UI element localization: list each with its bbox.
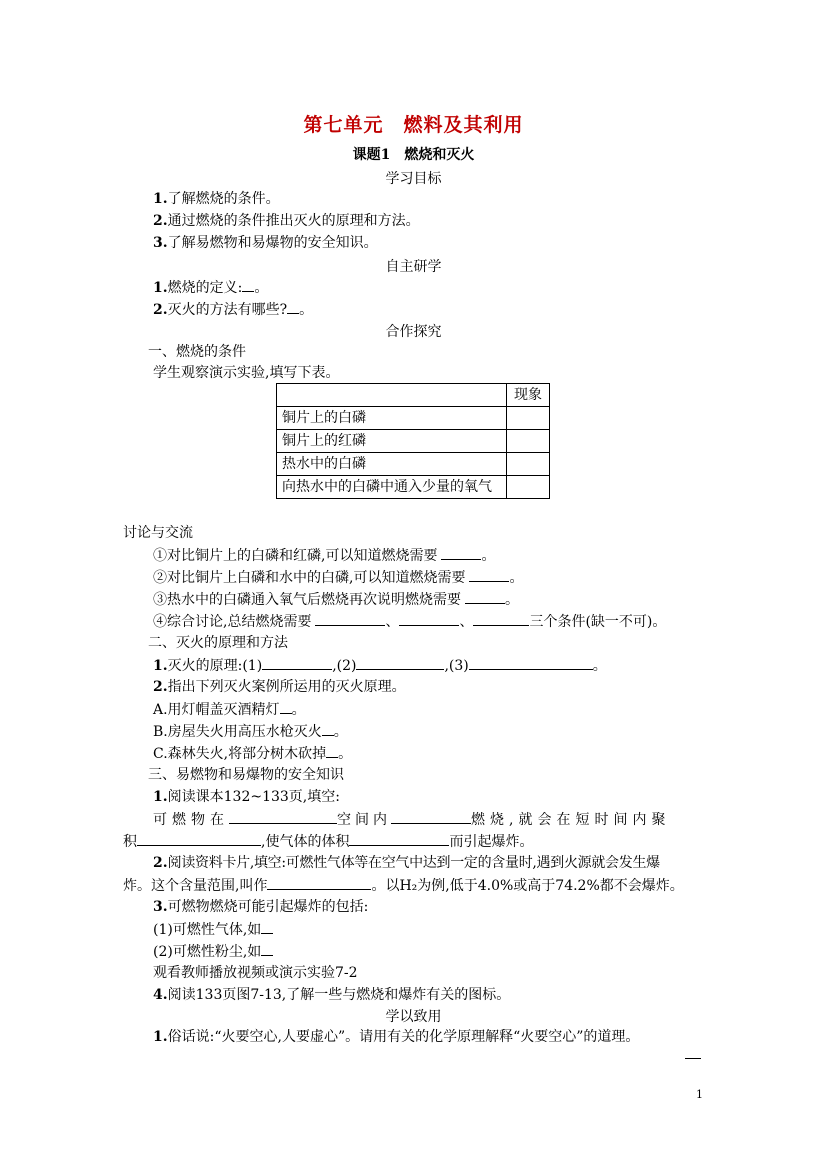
answer-blank[interactable] bbox=[262, 656, 332, 670]
observation-table bbox=[276, 383, 550, 499]
goal-item: 3.了解易燃物和易爆物的安全知识。 bbox=[153, 235, 378, 251]
part2-question: 2.指出下列灭火案例所运用的灭火原理。 bbox=[153, 679, 406, 695]
lesson-title: 课题1 燃烧和灭火 bbox=[352, 147, 475, 163]
case-item: A.用灯帽盖灭酒精灯 。 bbox=[153, 702, 306, 718]
part3-heading: 三、易燃物和易爆物的安全知识 bbox=[148, 767, 344, 783]
answer-blank[interactable] bbox=[322, 722, 334, 736]
table-row bbox=[277, 430, 550, 453]
explosive-item: (2)可燃性粉尘,如 bbox=[153, 942, 273, 961]
discussion-item: ②对比铜片上白磷和水中的白磷,可以知道燃烧需要 。 bbox=[153, 570, 524, 586]
answer-cell[interactable] bbox=[507, 453, 550, 476]
part3-question: 2.阅读资料卡片,填空:可燃性气体等在空气中达到一定的含量时,遇到火源就会发生爆 bbox=[153, 855, 660, 871]
answer-blank[interactable] bbox=[391, 810, 471, 824]
answer-line[interactable] bbox=[685, 1058, 701, 1059]
answer-blank[interactable] bbox=[469, 568, 509, 582]
table-row bbox=[277, 476, 550, 499]
discussion-heading: 讨论与交流 bbox=[123, 525, 193, 541]
section-goals-heading: 学习目标 bbox=[385, 171, 442, 187]
part1-intro: 学生观察演示实验,填写下表。 bbox=[153, 365, 340, 381]
answer-blank[interactable] bbox=[229, 810, 337, 824]
part2-heading: 二、灭火的原理和方法 bbox=[148, 635, 288, 651]
case-item: C.森林失火,将部分树木砍掉 。 bbox=[153, 746, 353, 762]
table-row bbox=[277, 384, 550, 407]
discussion-item: ④综合讨论,总结燃烧需要 、 、 三个条件(缺一不可)。 bbox=[153, 614, 667, 630]
part1-heading: 一、燃烧的条件 bbox=[148, 344, 246, 360]
discussion-item: ③热水中的白磷通入氧气后燃烧再次说明燃烧需要 。 bbox=[153, 592, 519, 608]
answer-blank[interactable] bbox=[473, 612, 529, 626]
part3-fill-line: 积 ,使气体的体积 而引起爆炸。 bbox=[123, 834, 534, 850]
goal-item: 1.了解燃烧的条件。 bbox=[153, 191, 280, 207]
table-cell: 铜片上的红磷 bbox=[277, 430, 507, 453]
section-explore-heading: 合作探究 bbox=[385, 324, 442, 340]
discussion-item: ①对比铜片上的白磷和红磷,可以知道燃烧需要 。 bbox=[153, 548, 496, 564]
table-header-phenomenon: 现象 bbox=[507, 384, 550, 407]
section-apply-heading: 学以致用 bbox=[385, 1009, 442, 1025]
answer-blank[interactable] bbox=[441, 546, 481, 560]
self-study-item: 2.灭火的方法有哪些? 。 bbox=[153, 302, 314, 318]
answer-blank[interactable] bbox=[242, 278, 254, 292]
answer-blank[interactable] bbox=[326, 744, 338, 758]
table-row bbox=[277, 453, 550, 476]
answer-blank[interactable] bbox=[399, 612, 459, 626]
case-item: B.房屋失火用高压水枪灭火 。 bbox=[153, 724, 348, 740]
video-note: 观看教师播放视频或演示实验7-2 bbox=[153, 965, 358, 981]
part3-question: 3.可燃物燃烧可能引起爆炸的包括: bbox=[153, 899, 369, 915]
answer-cell[interactable] bbox=[507, 430, 550, 453]
self-study-item: 1.燃烧的定义: 。 bbox=[153, 280, 269, 296]
answer-blank[interactable] bbox=[267, 876, 371, 890]
unit-title: 第七单元 燃料及其利用 bbox=[303, 114, 524, 136]
section-self-study-heading: 自主研学 bbox=[385, 259, 442, 275]
part2-question: 1.灭火的原理:(1) ,(2) ,(3) 。 bbox=[153, 658, 607, 674]
part3-question: 4.阅读133页图7-13,了解一些与燃烧和爆炸有关的图标。 bbox=[153, 987, 511, 1003]
answer-blank[interactable] bbox=[261, 942, 273, 956]
table-cell: 向热水中的白磷中通入少量的氧气 bbox=[277, 476, 507, 499]
answer-blank[interactable] bbox=[137, 832, 261, 846]
answer-blank[interactable] bbox=[349, 832, 449, 846]
part3-question: 1.阅读课本132~133页,填空: bbox=[153, 789, 340, 805]
apply-question: 1.俗话说:“火要空心,人要虚心”。请用有关的化学原理解释“火要空心”的道理。 bbox=[153, 1029, 640, 1045]
answer-cell[interactable] bbox=[507, 476, 550, 499]
answer-blank[interactable] bbox=[261, 920, 273, 934]
table-cell: 铜片上的白磷 bbox=[277, 407, 507, 430]
answer-blank[interactable] bbox=[315, 612, 385, 626]
goal-item: 2.通过燃烧的条件推出灭火的原理和方法。 bbox=[153, 213, 420, 229]
answer-blank[interactable] bbox=[280, 700, 292, 714]
table-cell bbox=[277, 384, 507, 407]
table-cell: 热水中的白磷 bbox=[277, 453, 507, 476]
answer-blank[interactable] bbox=[469, 656, 593, 670]
page-number: 1 bbox=[696, 1088, 703, 1101]
part3-fill-line: 炸。这个含量范围,叫作 。以H₂为例,低于4.0%或高于74.2%都不会爆炸。 bbox=[123, 878, 684, 894]
answer-blank[interactable] bbox=[356, 656, 444, 670]
answer-blank[interactable] bbox=[465, 590, 505, 604]
answer-blank[interactable] bbox=[287, 300, 299, 314]
table-row bbox=[277, 407, 550, 430]
answer-cell[interactable] bbox=[507, 407, 550, 430]
part3-fill-line: 可燃物在 空间内 燃烧,就会在短时间内聚 bbox=[153, 812, 671, 828]
explosive-item: (1)可燃性气体,如 bbox=[153, 920, 273, 939]
